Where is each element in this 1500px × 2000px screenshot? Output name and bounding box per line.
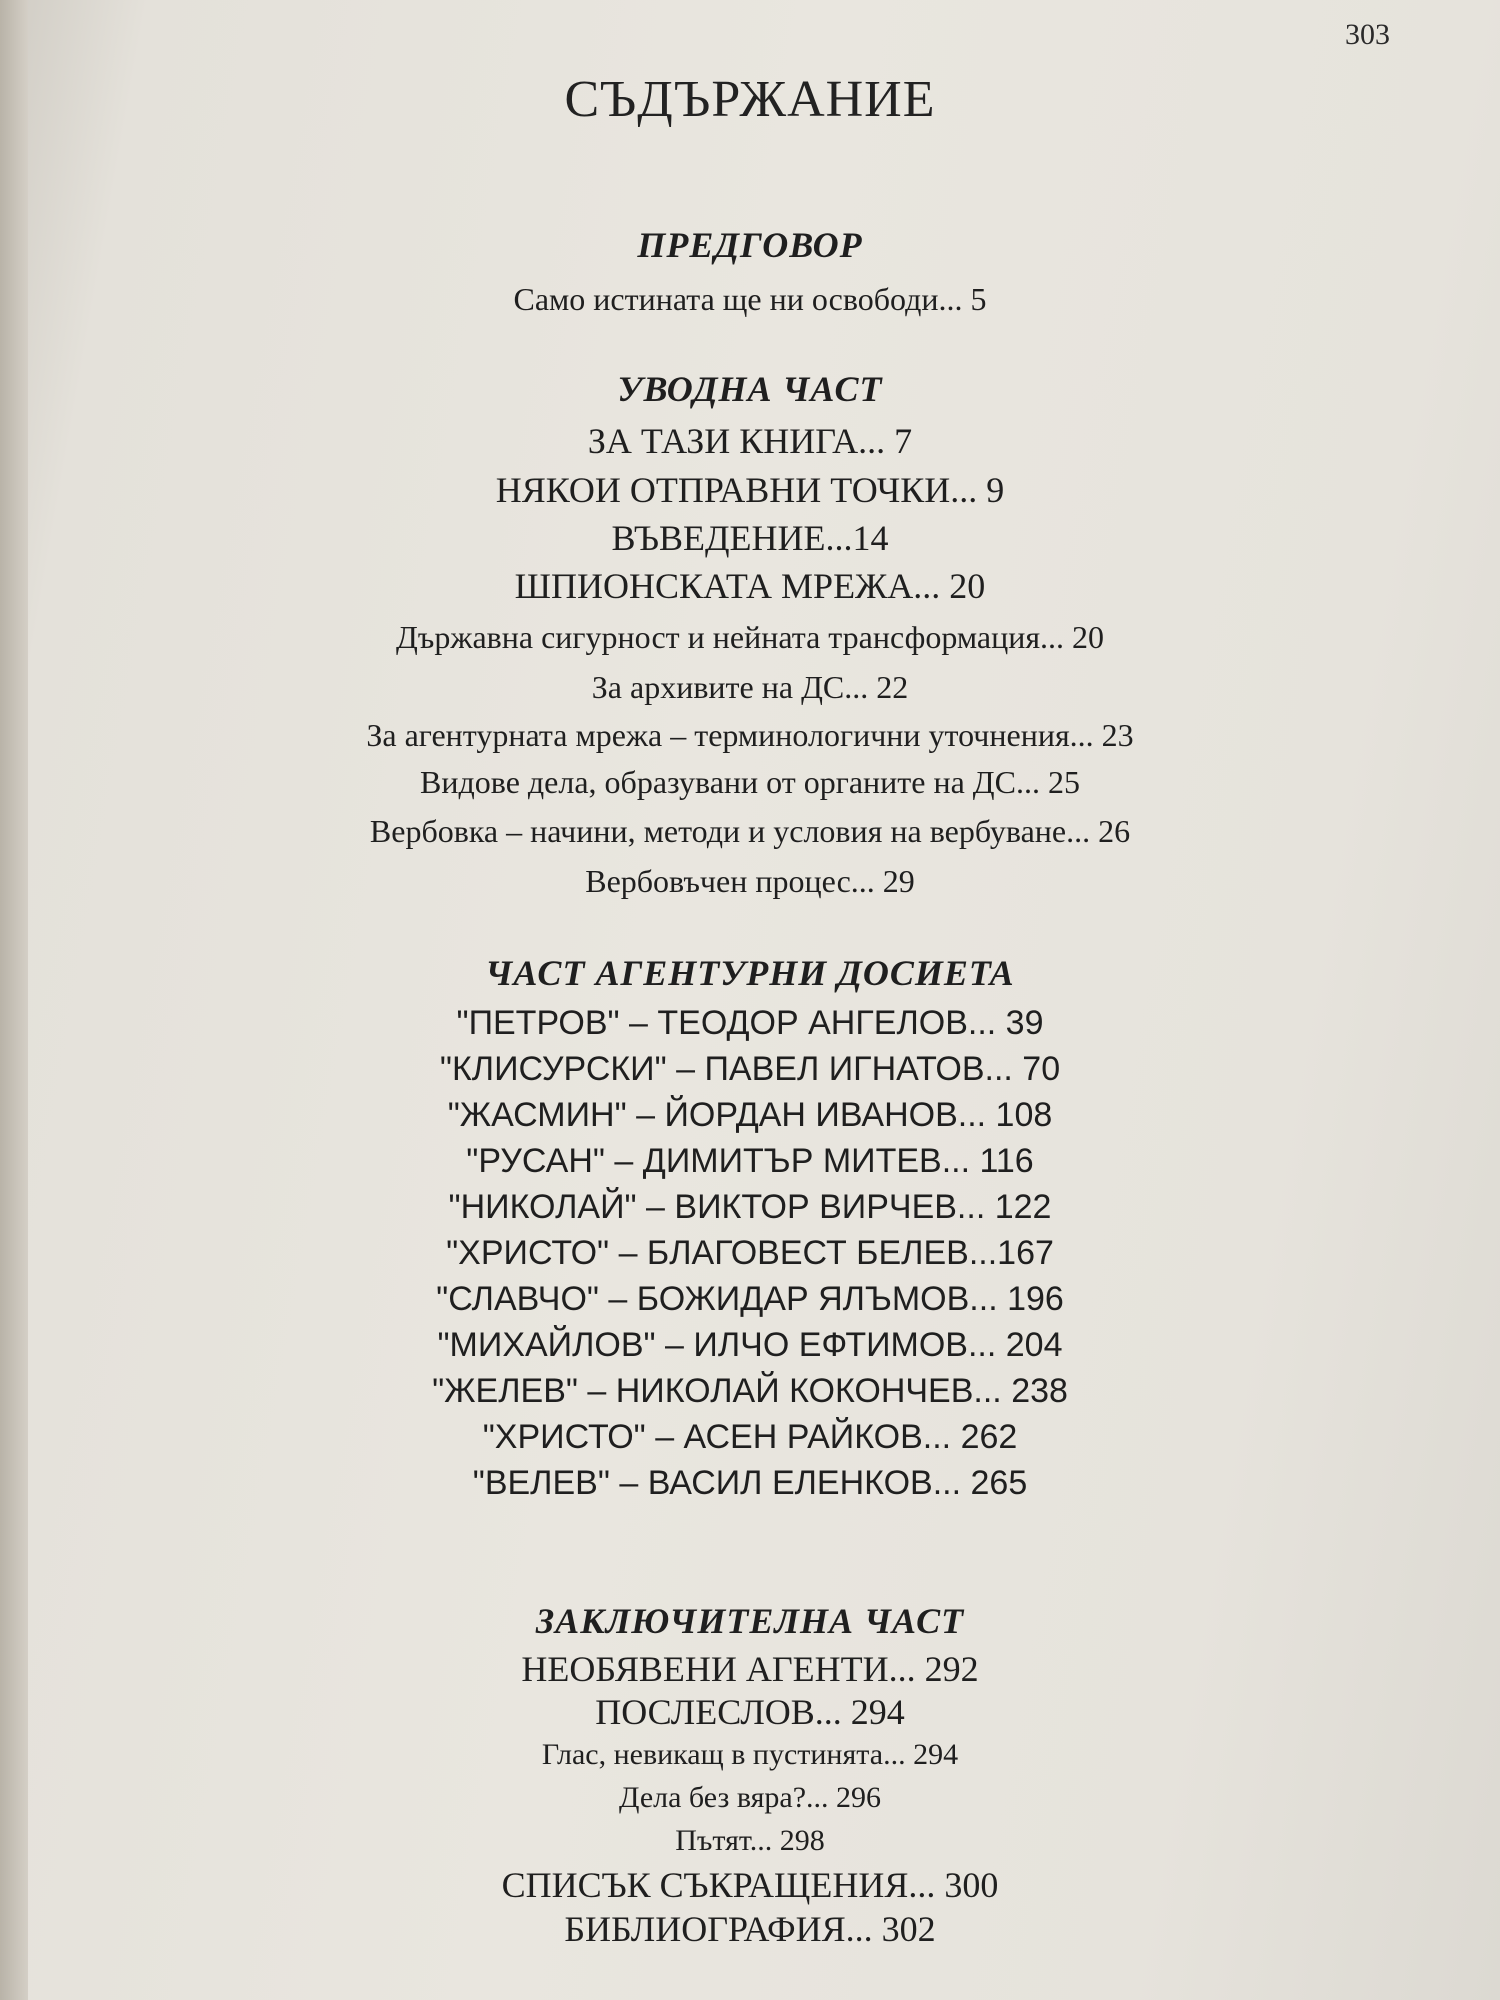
toc-entry: Вербовка – начини, методи и условия на вербуване... 26 [369,813,1131,849]
toc-entry: "РУСАН" – ДИМИТЪР МИТЕВ... 116 [466,1142,1034,1180]
toc-entry: Вербовъчен процес... 29 [585,863,915,899]
toc-entry: "ПЕТРОВ" – ТЕОДОР АНГЕЛОВ... 39 [456,1004,1044,1042]
section-heading-intro: УВОДНА ЧАСТ [617,369,883,409]
toc-entry: "ХРИСТО" – АСЕН РАЙКОВ... 262 [482,1418,1018,1456]
toc-entry: НЕОБЯВЕНИ АГЕНТИ... 292 [521,1649,979,1689]
toc-entry: Дела без вяра?... 296 [618,1781,882,1814]
toc-entry: "СЛАВЧО" – БОЖИДАР ЯЛЪМОВ... 196 [436,1280,1064,1318]
toc-entry: СПИСЪК СЪКРАЩЕНИЯ... 300 [501,1865,999,1905]
toc-entry: "ХРИСТО" – БЛАГОВЕСТ БЕЛЕВ...167 [446,1234,1054,1272]
toc-entry: За агентурната мрежа – терминологични уточнения... 23 [366,717,1134,753]
toc-entry: "КЛИСУРСКИ" – ПАВЕЛ ИГНАТОВ... 70 [439,1050,1061,1088]
toc-entry: БИБЛИОГРАФИЯ... 302 [564,1909,936,1949]
toc-entry: Глас, невикащ в пустинята... 294 [541,1738,959,1771]
page-number: 303 [1345,18,1390,51]
toc-entry: Видове дела, образувани от органите на ДС... 25 [420,764,1080,800]
toc-entry: "НИКОЛАЙ" – ВИКТОР ВИРЧЕВ... 122 [448,1188,1052,1226]
section-heading-dossiers: ЧАСТ АГЕНТУРНИ ДОСИЕТА [485,953,1015,993]
toc-entry: За архивите на ДС... 22 [591,669,909,705]
toc-entry: НЯКОИ ОТПРАВНИ ТОЧКИ... 9 [495,470,1005,510]
toc-entry: ЗА ТАЗИ КНИГА... 7 [587,421,913,461]
toc-entry: "ЖАСМИН" – ЙОРДАН ИВАНОВ... 108 [447,1096,1053,1134]
toc-entry: Пътят... 298 [675,1824,825,1857]
page-title: СЪДЪРЖАНИЕ [564,71,936,128]
toc-entry: ШПИОНСКАТА МРЕЖА... 20 [514,566,986,606]
toc-entry: "ЖЕЛЕВ" – НИКОЛАЙ КОКОНЧЕВ... 238 [432,1372,1068,1410]
section-heading-preface: ПРЕДГОВОР [637,225,863,265]
toc-entry: "МИХАЙЛОВ" – ИЛЧО ЕФТИМОВ... 204 [437,1326,1063,1364]
toc-entry: Държавна сигурност и нейната трансформация... 20 [395,619,1105,655]
toc-entry: "ВЕЛЕВ" – ВАСИЛ ЕЛЕНКОВ... 265 [472,1464,1028,1502]
toc-entry: ПОСЛЕСЛОВ... 294 [595,1692,905,1732]
toc-entry: Само истината ще ни освободи... 5 [513,281,987,317]
section-heading-conclusion: ЗАКЛЮЧИТЕЛНА ЧАСТ [535,1601,965,1641]
toc-entry: ВЪВЕДЕНИЕ...14 [611,518,889,558]
